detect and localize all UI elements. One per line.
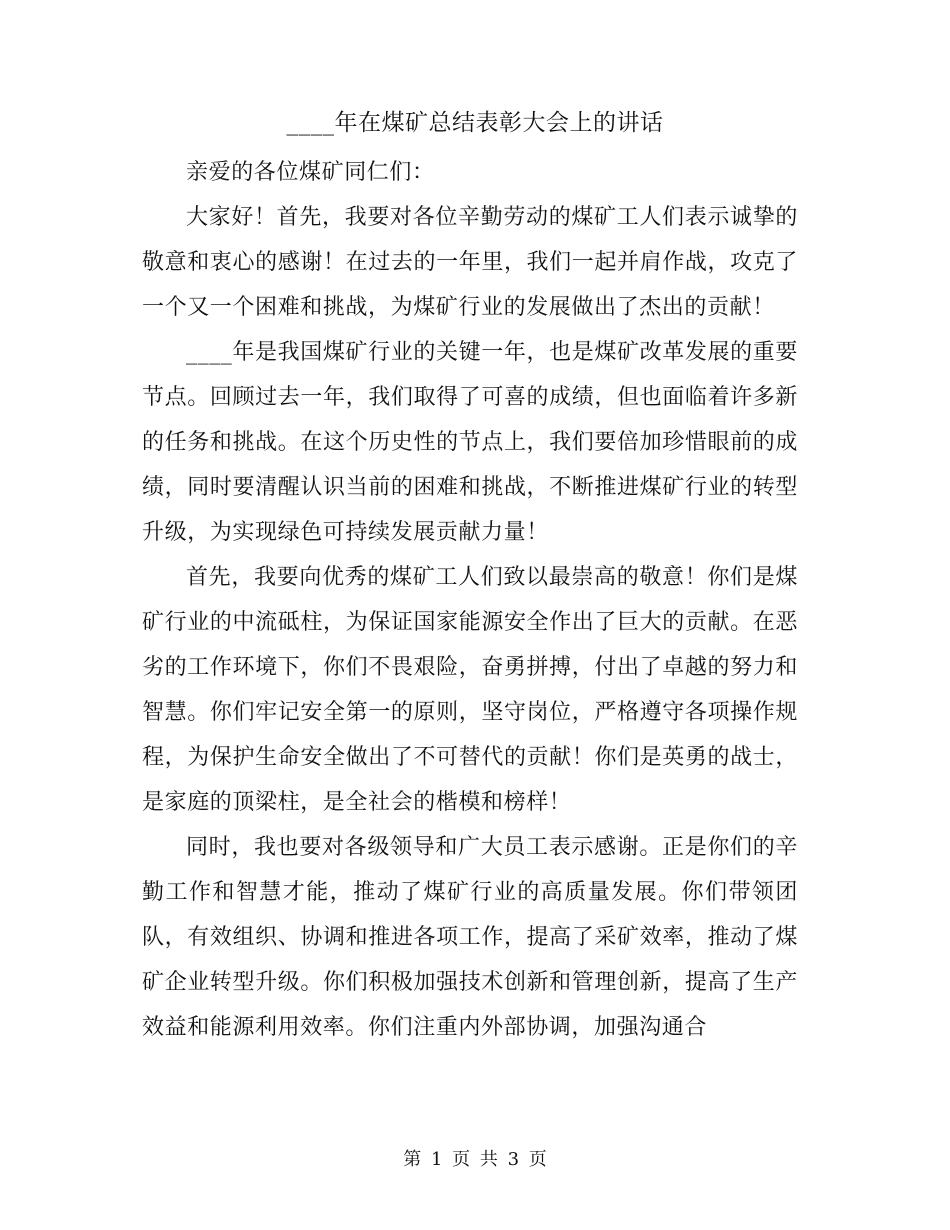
body-paragraph: 同时，我也要对各级领导和广大员工表示感谢。正是你们的辛勤工作和智慧才能，推动了煤矿行业的高质量发展。你们带领团队，有效组织、协调和推进各项工作，提高了采矿效率，推动了煤矿企业转型升级。你们积极加强技术创新和管理创新，提高了生产效益和能源利用效率。你们注重内外部协调，加强沟通合 [142, 835, 798, 1040]
body-paragraph: 首先，我要向优秀的煤矿工人们致以最崇高的敬意！你们是煤矿行业的中流砥柱，为保证国家能源安全作出了巨大的贡献。在恶劣的工作环境下，你们不畏艰险，奋勇拼搏，付出了卓越的努力和智慧。你们牢记安全第一的原则，坚守岗位，严格遵守各项操作规程，为保护生命安全做出了不可替代的贡献！你们是英勇的战士，是家庭的顶梁柱，是全社会的楷模和榜样！ [142, 565, 798, 815]
greeting-paragraph: 亲爱的各位煤矿同仁们： [186, 160, 435, 185]
body-paragraph: 大家好！首先，我要对各位辛勤劳动的煤矿工人们表示诚挚的敬意和衷心的感谢！在过去的一年里，我们一起并肩作战，攻克了一个又一个困难和挑战，为煤矿行业的发展做出了杰出的贡献！ [142, 205, 798, 320]
page-number-footer: 第 1 页 共 3 页 [403, 1149, 547, 1170]
document-title: ____年在煤矿总结表彰大会上的讲话 [286, 110, 664, 136]
document-body [142, 150, 798, 1050]
body-paragraph: ____年是我国煤矿行业的关键一年，也是煤矿改革发展的重要节点。回顾过去一年，我们取得了可喜的成绩，但也面临着许多新的任务和挑战。在这个历史性的节点上，我们要倍加珍惜眼前的成绩，同时要清醒认识当前的困难和挑战，不断推进煤矿行业的转型升级，为实现绿色可持续发展贡献力量！ [142, 340, 798, 545]
